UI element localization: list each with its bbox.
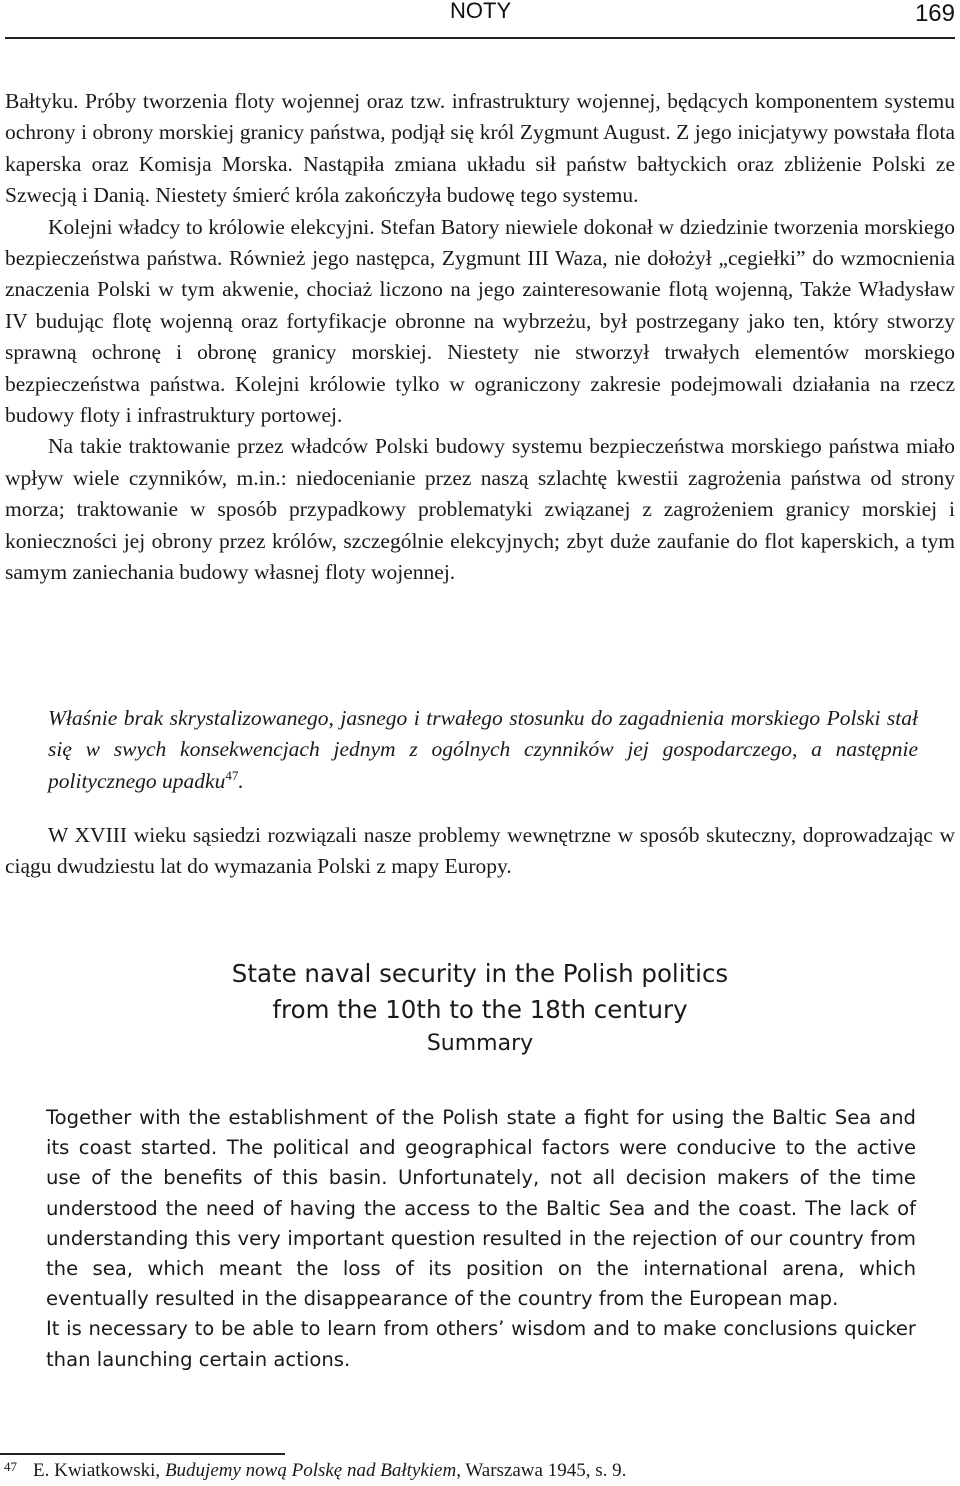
footnote-number: 47 (4, 1459, 17, 1474)
footnote-text (33, 1458, 626, 1484)
footnote-rule (0, 1453, 285, 1455)
summary-paragraph-1: Together with the establishment of the Polish state a fight for using the Baltic Sea and its coast started. The political and geographical factors were conducive to the active use of the benefits of this basin. Unfortunately, not all decision makers of the time understood the need of having the access to the Baltic Sea and the coast. The lack of understanding this very important question resulted in the rejection of our country from the sea, which meant the loss of its position on the international arena, which eventually resulted in the disappearance of the country from the European map. (46, 1106, 916, 1311)
paragraph-1: Bałtyku. Próby tworzenia floty wojennej oraz tzw. infrastruktury wojennej, będących komponentem systemu ochrony i obrony morskiej granicy państwa, podjął się król Zygmunt August. Z jego inicjatywy powstała flota kaperska oraz Komisja Morska. Nastąpiła zmiana układu sił państw bałtyckich oraz zbliżenie Polski ze Szwecją i Danią. Niestety śmierć króla zakończyła budowę tego systemu. (5, 89, 955, 208)
header-rule (5, 37, 955, 39)
paragraph-3: Na takie traktowanie przez władców Polski budowy systemu bezpieczeństwa morskiego państwa miało wpływ wiele czynników, m.in.: niedocenianie przez naszą szlachtę kwestii zagrożenia państwa od strony morza; traktowanie w sposób przypadkowy problematyki związanej z zagrożeniem granicy morskiej i konieczności jej obrony przez królów, szczególnie elekcyjnych; zbyt duże zaufanie do flot kaperskich, a tym samym zaniechania budowy własnej floty wojennej. (5, 434, 955, 585)
page-header (0, 0, 960, 38)
footnote-ref: 47 (225, 767, 239, 783)
block-quote (48, 703, 918, 797)
footnote-author: E. Kwiatkowski, (33, 1460, 165, 1481)
quote-end: . (238, 768, 244, 793)
footnote-details: Warszawa 1945, s. 9. (460, 1460, 627, 1481)
summary-paragraph-2: It is necessary to be able to learn from others’ wisdom and to make conclusions quicker than launching certain actions. (46, 1317, 916, 1371)
paragraph-2: Kolejni władcy to królowie elekcyjni. Stefan Batory niewiele dokonał w dziedzinie tworzenia morskiego bezpieczeństwa państwa. Również jego następca, Zygmunt III Waza, nie dołożył „cegiełki” do wzmocnienia znaczenia Polski w tym akwenie, chociaż liczono na jego zainteresowanie flotą wojenną, Także Władysław IV budując flotę wojenną oraz fortyfikacje obronne na wybrzeżu, był postrzegany jako ten, który stworzy sprawną ochronę i obronę granicy morskiej. Niestety nie stworzył trwałych elementów morskiego bezpieczeństwa państwa. Kolejni królowie tylko w ograniczony zakresie podejmowali działania na rzecz budowy floty i infrastruktury portowej. (5, 214, 955, 428)
summary-heading (0, 956, 960, 1060)
summary-text (46, 1103, 916, 1375)
quote-text: Właśnie brak skrystalizowanego, jasnego i trwałego stosunku do zagadnienia morskiego Polski stał się w swych konsekwencjach jednym z ogólnych czynników jej gospodarczego, a następnie politycznego upadku (48, 706, 918, 793)
summary-subtitle: Summary (426, 1031, 534, 1056)
running-header-title: NOTY (450, 0, 512, 23)
closing-paragraph: W XVIII wieku sąsiedzi rozwiązali nasze problemy wewnętrzne w sposób skuteczny, doprowadzając w ciągu dwudziestu lat do wymazania Polski z mapy Europy. (5, 823, 955, 879)
page-number: 169 (914, 0, 955, 27)
main-text (5, 86, 955, 589)
footnote-book-title: Budujemy nową Polskę nad Bałtykiem, (164, 1460, 461, 1481)
summary-title-line-2: from the 10th to the 18th century (272, 995, 688, 1024)
summary-title-line-1: State naval security in the Polish politics (231, 959, 729, 988)
